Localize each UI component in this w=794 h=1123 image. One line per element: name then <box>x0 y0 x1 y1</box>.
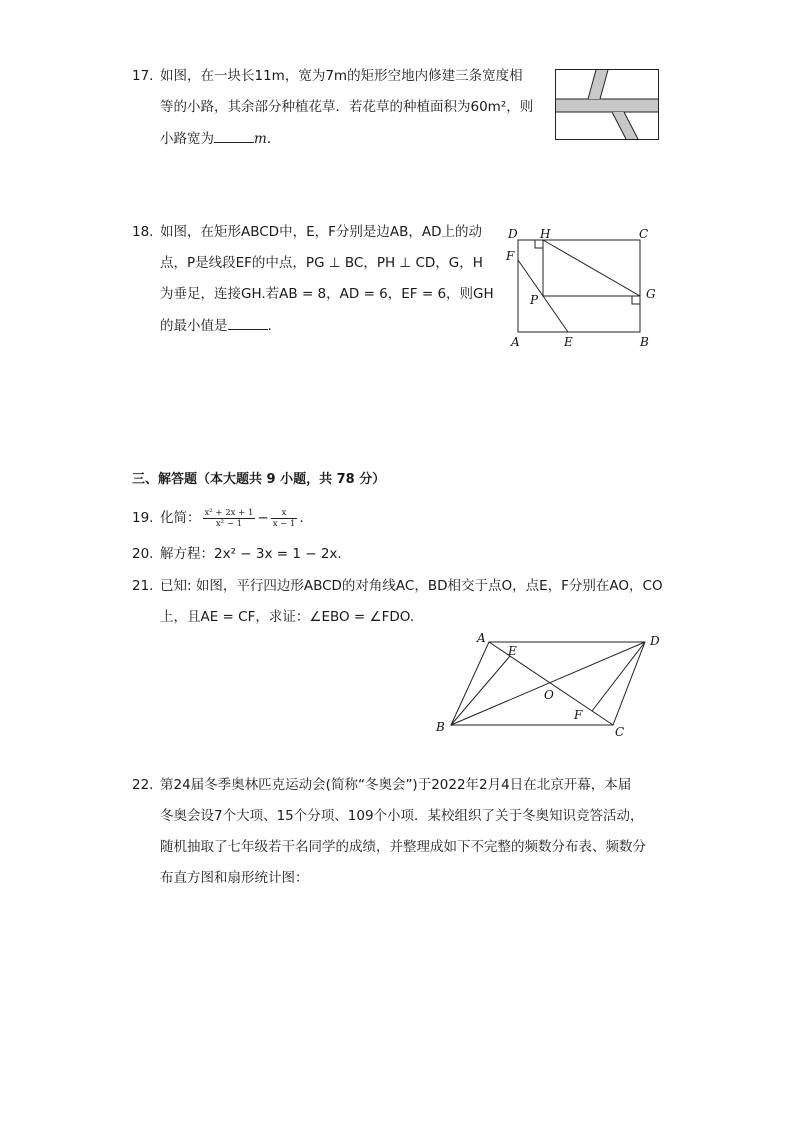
q17-line-3-unit: m. <box>254 131 272 147</box>
q18-label-H: H <box>540 227 551 241</box>
q18-line-4 <box>160 315 272 336</box>
q18-answer-blank <box>228 315 268 330</box>
q21-parallelogram-figure <box>430 625 670 745</box>
q19-minus: − <box>257 510 269 526</box>
q17-number: 17. <box>132 68 154 84</box>
q17-line-3 <box>160 128 271 149</box>
q20-number: 20. <box>132 546 154 562</box>
q21-line-2: 上，且AE = CF，求证：∠EBO = ∠FDO. <box>160 609 415 625</box>
q18-number: 18. <box>132 224 154 240</box>
q18-line-2: 点，P是线段EF的中点，PG ⊥ BC，PH ⊥ CD，G，H <box>160 255 483 271</box>
q18-line-4-end: . <box>267 318 272 334</box>
q21-number: 21. <box>132 578 154 594</box>
q19-number: 19. <box>132 510 154 526</box>
q18-line-1: 如图，在矩形ABCD中，E，F分别是边AB，AD上的动 <box>160 224 483 240</box>
q21-label-D: D <box>650 634 660 648</box>
q21-label-F: F <box>574 708 583 722</box>
q17-line-2: 等的小路，其余部分种植花草．若花草的种植面积为60m²，则 <box>160 99 534 115</box>
q18-label-C: C <box>639 227 649 241</box>
q18-rectangle-figure <box>500 222 670 352</box>
q22-number: 22. <box>132 777 154 793</box>
q17-line-3-prefix: 小路宽为 <box>160 131 214 147</box>
q19-label: 化简： <box>160 510 201 526</box>
q19-expression <box>160 502 304 534</box>
q18-line-4-prefix: 的最小值是 <box>160 318 228 334</box>
q19-fraction-2-numerator: x <box>271 508 298 519</box>
q22-line-2: 冬奥会设7个大项、15个分项、109个小项．某校组织了关于冬奥知识竞答活动， <box>160 808 644 824</box>
q17-path-figure <box>555 69 659 141</box>
section-3-title: 三、解答题（本大题共 9 小题，共 78 分） <box>132 472 386 487</box>
q22-line-3: 随机抽取了七年级若干名同学的成绩，并整理成如下不完整的频数分布表、频数分 <box>160 839 646 855</box>
q21-label-C: C <box>615 725 625 739</box>
q17-answer-blank <box>214 128 254 143</box>
q18-label-G: G <box>646 287 656 301</box>
q19-fraction-2-denominator: x − 1 <box>272 518 296 529</box>
q20-text: 解方程：2x² − 3x = 1 − 2x. <box>160 546 342 562</box>
q21-label-A: A <box>477 631 486 645</box>
q19-fraction-1-denominator: x² − 1 <box>215 518 242 529</box>
q18-label-D: D <box>508 227 518 241</box>
q22-line-1: 第24届冬季奥林匹克运动会(简称“冬奥会”)于2022年2月4日在北京开幕，本届 <box>160 777 632 793</box>
q17-line-1: 如图，在一块长11m，宽为7m的矩形空地内修建三条宽度相 <box>160 68 523 84</box>
q21-line-1: 已知: 如图，平行四边形ABCD的对角线AC，BD相交于点O，点E，F分别在AO，CO <box>160 578 663 594</box>
q19-fraction-1 <box>203 508 256 529</box>
q19-fraction-2 <box>271 508 298 529</box>
q21-label-O: O <box>544 688 554 702</box>
q19-end: . <box>299 510 304 526</box>
q18-label-F: F <box>506 249 515 263</box>
q18-label-A: A <box>511 335 520 349</box>
q21-label-B: B <box>436 720 445 734</box>
q19-fraction-1-numerator: x² + 2x + 1 <box>204 507 254 518</box>
q21-label-E: E <box>508 644 517 658</box>
q22-line-4: 布直方图和扇形统计图： <box>160 870 309 886</box>
q18-label-P: P <box>530 293 539 307</box>
q18-label-B: B <box>640 335 649 349</box>
q18-line-3: 为垂足，连接GH.若AB = 8，AD = 6，EF = 6，则GH <box>160 286 494 302</box>
q18-label-E: E <box>564 335 573 349</box>
